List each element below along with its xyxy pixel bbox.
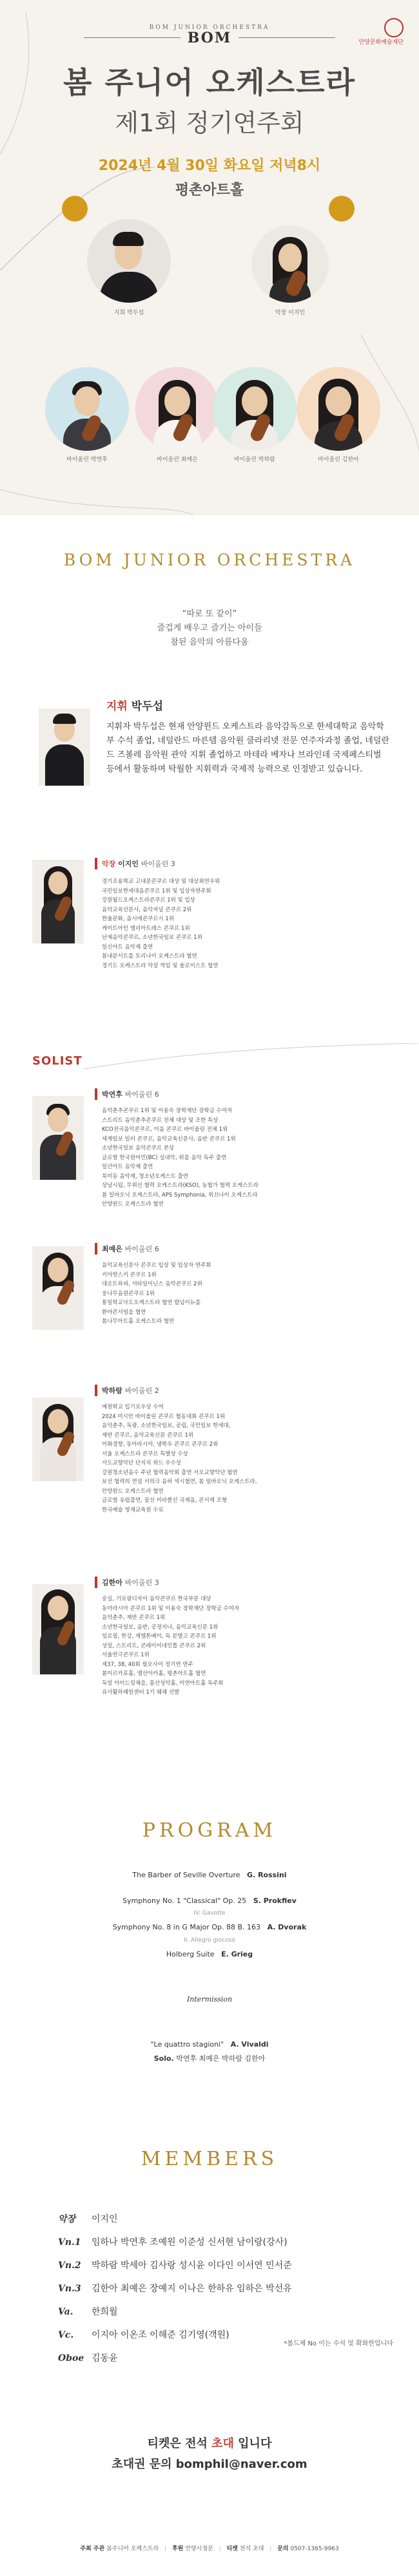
member-names: 임하나 박연후 조예원 이준성 신서현 남이랑(강사): [92, 2237, 287, 2248]
soloist-caption-3: 바이올린 박하람: [234, 457, 275, 463]
soloist-bio-line: 음악춘추콘쿠르 1위 및 이용숙 장학재단 장학금 수여자: [102, 1108, 233, 1114]
conductor-caption: 지휘 박두섭: [113, 310, 144, 316]
conductor-heading: [106, 697, 163, 713]
soloist-bio-line: 강원청소년음수 주년 협력음악회 출연 서오교향악단 협연: [102, 1469, 238, 1476]
soloist-bio-line: 대오트하피, 서타일이닌스 음악콘쿠르 2위: [102, 1281, 202, 1287]
soloist-bio-line: 이화경향, 동아라시아, 냉학우 콘쿠르 콘쿠르 2위: [102, 1441, 219, 1448]
soloist-sub-2: 바이올린 6: [124, 1245, 159, 1253]
program-piece-4: Holberg Suite: [166, 1950, 215, 1958]
soloist-photo-4: [32, 1584, 84, 1674]
program-composer-4: E. Grieg: [221, 1950, 253, 1958]
soloist-bio-line: 2024 미시안 바이올린 콘쿠르 협동대회 콘쿠르 1위: [102, 1413, 226, 1420]
soloist-sub-4: 바이올린 3: [124, 1578, 159, 1587]
member-row: [58, 2305, 118, 2318]
soloist-caption-2: 바이올린 최예은: [157, 457, 198, 463]
soloist-bio-line: 서도교향악단 단지치 위드 우수상: [102, 1460, 182, 1466]
program-composer-1: G. Rossini: [247, 1871, 287, 1879]
soloist-name-4: 김한아: [102, 1578, 122, 1587]
program-item-4: [0, 1950, 419, 1958]
conductor-name: 박두섭: [131, 700, 164, 713]
member-names: 김동윤: [92, 2353, 118, 2363]
soloist-bio-line: 서울 오케스트라 콘쿠르 특별상 수상: [102, 1450, 188, 1457]
decorative-curve-solist: [0, 1043, 419, 1082]
soloist-portrait-3: [213, 367, 297, 451]
soloist-bio-4: [102, 1595, 385, 1698]
soloist-photo-3: [32, 1397, 84, 1481]
hero-section: [0, 0, 419, 515]
soloist-bio-line: 봄미르카포홀, 엘산아카홀, 평촌아트홀 협연: [102, 1671, 206, 1677]
program-item-3: [0, 1923, 419, 1931]
concertmaster-accent-bar: [95, 858, 97, 869]
soloist-bio-line: KCO전국음악콘쿠르, 이음 콘쿠르 바이올린 전체 1위: [102, 1126, 228, 1133]
soloist-heading-3: [102, 1385, 159, 1396]
soloist-accent-bar-4: [95, 1577, 97, 1588]
soloist-bio-line: 북미동 음악제, 청소년오케스트 출연: [102, 1173, 188, 1180]
concert-date: 2024년 4월 30일 화요일 저녁8시: [98, 158, 321, 174]
member-part: Vn.2: [58, 2260, 81, 2271]
concertmaster-bio-line: 경기도 오케스트라 악장 역임 및 솔로이스트 협연: [102, 962, 219, 969]
concertmaster-caption: 악장 이지인: [275, 310, 306, 316]
concertmaster-bio-line: 한울문화, 음시에콘쿠르시 1위: [102, 916, 175, 922]
conductor-photo: [39, 708, 90, 786]
footer: 주최 주관 봄주니어 오케스트라 | 후원 안양시청문 | 티켓 전석 초대 | 문의 0507-1365-9963: [80, 2546, 339, 2552]
program-item-1: [0, 1871, 419, 1879]
program-solo-names: 박연후 최예은 박하람 김한아: [176, 2054, 266, 2063]
brand-line-left: [84, 37, 180, 38]
member-names: 이지인: [92, 2214, 118, 2224]
member-row: [58, 2235, 287, 2248]
tagline-line-2: 즐겁게 배우고 즐기는 아이들: [157, 623, 262, 633]
tagline-line-3: 참된 음악의 아름다움: [170, 638, 249, 647]
program-composer-5: A. Vivaldi: [230, 2040, 269, 2049]
soloist-bio-line: 글로벌 한국원어민(BC) 실내악, 위를 음악 독주 출연: [102, 1154, 227, 1161]
soloist-bio-line: 세계일보 일러 콘쿠르, 음악교육신문사, 음반 콘쿠르 1위: [102, 1135, 236, 1142]
member-part: Vn.3: [58, 2284, 81, 2294]
ticket-highlight: 초대: [211, 2437, 234, 2450]
orchestra-english-title: BOM JUNIOR ORCHESTRA: [63, 551, 356, 569]
soloist-portrait-2: [135, 367, 219, 451]
soloist-accent-bar-1: [95, 1088, 97, 1100]
concertmaster-photo: [32, 860, 84, 943]
member-row: [58, 2259, 292, 2271]
intermission-label: Intermission: [186, 1995, 233, 2003]
soloist-bio-line: 봄 일바오닉 오케스트라, APS Symphonia, 위끄나이 오케스트라: [102, 1191, 258, 1198]
program-piece-3: Symphony No. 8 in G Major Op. 88 B. 163: [112, 1923, 261, 1931]
soloist-bio-line: 안양윈드 오케스트라 협연: [102, 1488, 164, 1495]
soloist-bio-line: 임로필, 한강, 제엘톤베이, 독 분발고 콘쿠르 1위: [102, 1633, 217, 1640]
soloist-bio-1: [102, 1106, 385, 1209]
footer-inquiry: 0507-1365-9963: [290, 2546, 339, 2552]
soloist-heading-4: [102, 1577, 159, 1587]
ticket-pre: 티켓은 전석: [147, 2437, 212, 2450]
program-piece-1: The Barber of Seville Overture: [132, 1871, 240, 1879]
program-solo-line: [0, 2053, 419, 2063]
soloist-bio-line: 한국예술 영재교육원 수료: [102, 1506, 164, 1513]
soloist-caption-1: 바이올린 박연후: [66, 457, 108, 463]
concert-venue: 평촌아트홀: [175, 182, 244, 198]
soloist-bio-line: 제37, 38, 40회 필오사이 정기연 연주: [102, 1661, 193, 1668]
concertmaster-name: 이지인: [118, 860, 139, 868]
conductor-portrait: [87, 219, 171, 303]
members-title: MEMBERS: [141, 2148, 278, 2170]
program-piece-5: "Le quattro stagioni": [150, 2040, 224, 2049]
concertmaster-bio-line: 난제음악콘쿠르, 소년한국일보 콘쿠르 1위: [102, 934, 202, 941]
soloist-bio-line: 소년한국일보 음악콘쿠르 본상: [102, 1145, 175, 1151]
ticket-post: 입니다: [233, 2437, 272, 2450]
member-row: [58, 2212, 118, 2225]
soloist-heading-1: [102, 1089, 159, 1099]
soloist-bio-line: 소년한국일보, 음반, 공정지나, 음악교육신문 1위: [102, 1624, 219, 1631]
soloist-bio-3: [102, 1403, 385, 1515]
member-part: Va.: [58, 2307, 73, 2317]
concertmaster-bio: [102, 877, 373, 971]
foundation-logo-icon: [384, 18, 404, 37]
brand-logo-text: BOM: [187, 30, 232, 46]
concertmaster-sub: 바이올린 3: [141, 860, 175, 868]
soloist-sub-1: 바이올린 6: [124, 1090, 159, 1099]
soloist-bio-line: 동아라시아 콘쿠르 1위 및 이용숙 장학재단 장학금 수여자: [102, 1605, 240, 1612]
concertmaster-bio-line: 음악교육신문사, 음악저널 콘쿠르 2위: [102, 906, 192, 913]
concertmaster-role: 악장: [102, 860, 116, 868]
program-item-2: [0, 1897, 419, 1905]
concertmaster-bio-line: 경기조용학교 고내문콘쿠르 대상 및 대상최연우위: [102, 878, 220, 885]
soloist-name-3: 박하람: [102, 1387, 122, 1395]
conductor-bio: 지휘자 박두섭은 현재 안양윈드 오케스트라 음악감독으로 한세대학교 음악학부 수석 졸업, 네덜란드 마른템 음악원 클라리넷 전문 연주자과정 졸업, 네덜란드 즈볼레 음악원 관악 지휘 졸업하고 마테라 베자나 브라인데 국제페스티벌 등에서 활동하며 탁월한 지휘력과 국제적 능력으로 인정받고 있습니다.: [106, 722, 389, 774]
footer-inquiry-label: 문의: [277, 2546, 289, 2552]
program-note-1: IV. Gavotte: [193, 1910, 226, 1917]
member-names: 김한아 최예은 장예지 이나은 한하유 임하은 박선유: [92, 2284, 292, 2294]
concert-title: 봄 주니어 오케스트라: [63, 65, 356, 100]
member-part: 악장: [58, 2214, 76, 2224]
member-part: Oboe: [58, 2353, 84, 2363]
soloist-bio-line: 일산아트 음악제 출연: [102, 1164, 153, 1170]
ticket-contact: 초대권 문의 bomphil@naver.com: [112, 2458, 307, 2471]
program-piece-2: Symphony No. 1 "Classical" Op. 25: [122, 1897, 247, 1905]
member-row: [58, 2351, 118, 2364]
soloist-bio-line: 예원학교 입기로우상 수여: [102, 1404, 164, 1410]
concertmaster-heading: [102, 858, 175, 869]
soloist-bio-line: 성일, 스트리트, 콘레이어네인틀 콘쿠르 2위: [102, 1642, 206, 1649]
soloist-bio-line: 제반 콘쿠르, 음악교육신문 콘쿠르 1위: [102, 1432, 194, 1439]
soloist-bio-line: 스트리트 음악춘추콘쿠르 전체 대상 및 조한 특상: [102, 1117, 219, 1124]
soloist-bio-line: 키아핫스키 콘쿠르 1위: [102, 1271, 157, 1278]
soloist-name-1: 박연후: [102, 1090, 122, 1099]
member-row: [58, 2282, 292, 2295]
conductor-role: 지휘: [106, 700, 128, 713]
soloist-bio-line: 서울연극콘쿠르 1위: [102, 1652, 150, 1658]
soloist-portrait-4: [297, 367, 380, 451]
footer-sponsor: 안양시청문: [185, 2546, 213, 2552]
gold-dot-right: [329, 196, 355, 222]
solist-heading: SOLIST: [32, 1054, 83, 1068]
soloist-bio-line: 유사활하례일센터 1기 웨체 선발: [102, 1689, 180, 1696]
member-names: 박하람 박세아 김사랑 성시윤 이다인 이서연 민서준: [92, 2260, 292, 2271]
corner-logo-text: 안양문화예술재단: [358, 39, 404, 46]
soloist-bio-line: 숭실, 기로광디자이 음악콘쿠르 한국부문 대상: [102, 1596, 211, 1602]
footer-sponsor-label: 후원: [171, 2546, 184, 2552]
member-names: 한희월: [92, 2307, 118, 2317]
concertmaster-bio-line: 강원월드오케스트라콘쿠르 1위 및 입상: [102, 897, 195, 904]
program-solo-label: Solo.: [153, 2054, 174, 2063]
soloist-bio-line: 안양윈드 오케스트라 협연: [102, 1201, 164, 1208]
member-part: Vc.: [58, 2330, 74, 2340]
soloist-name-2: 최예은: [102, 1245, 122, 1253]
brand-line-right: [239, 37, 335, 38]
soloist-bio-2: [102, 1261, 385, 1327]
gold-dot-left: [62, 196, 88, 222]
concertmaster-portrait: [251, 225, 329, 303]
tagline-quote: “따로 또 같이”: [182, 609, 237, 619]
soloist-heading-2: [102, 1244, 159, 1254]
concertmaster-bio-line: 봄내문서트를 토리나이 오케스트라 협연: [102, 953, 197, 960]
concertmaster-bio-line: 케이트아인 엘리아트레스 콘쿠르 1위: [102, 925, 190, 932]
corner-logo: [358, 18, 404, 46]
soloist-bio-line: 독일 아이드링체을, 몸산성악홀, 미연아트홀 독주회: [102, 1680, 224, 1687]
soloist-bio-line: 보선 협력의 연설 서의극 음하 섹시협연, 봄 일바오닉 오케스트라,: [102, 1479, 257, 1485]
soloist-bio-line: 봄나무아트홀 오케스트라 협연: [102, 1318, 175, 1325]
program-title: PROGRAM: [142, 1819, 277, 1842]
soloist-bio-line: 음악춘추, 독광, 소년한국일보, 공립, 국민일보 한세대,: [102, 1423, 231, 1429]
soloist-bio-line: 음악교육신문사 콘쿠르 입상 및 입상자 연주회: [102, 1262, 211, 1269]
member-part: Vn.1: [58, 2237, 81, 2248]
footer-host: 봄주니어 오케스트라: [106, 2546, 159, 2552]
footer-ticket: 전석 초대: [239, 2546, 264, 2552]
brand-mini-text: BOM JUNIOR ORCHESTRA: [149, 24, 270, 31]
soloist-bio-line: 음악춘추, 제반 콘쿠르 1위: [102, 1615, 166, 1621]
members-note: *봄드체 No 이는 수석 및 확화한입니다: [284, 2340, 393, 2347]
program-note-2: II. Allegro giocoso: [184, 1937, 235, 1944]
soloist-portrait-1: [45, 367, 129, 451]
soloist-bio-line: 글로벌 유럽출연, 꿈선 미라클선 국제음, 콘서제 조형: [102, 1497, 228, 1504]
program-composer-3: A. Dvorak: [267, 1923, 307, 1931]
brand-logo: [0, 24, 419, 46]
concert-subtitle: 제1회 정기연주회: [115, 109, 304, 137]
soloist-bio-line: 환마콘서빔을 협연: [102, 1309, 146, 1316]
soloist-bio-line: 통일학교낙도오케스트라 협연 밥넘이뉴를: [102, 1300, 201, 1306]
soloist-photo-2: [32, 1246, 84, 1330]
concertmaster-bio-line: 국민일보한세대음콘쿠르 1위 및 입상자연주회: [102, 887, 211, 895]
soloist-photo-1: [32, 1096, 84, 1180]
soloist-accent-bar-2: [95, 1243, 97, 1255]
member-names: 이지아 이온조 이해준 김기영(객원): [92, 2330, 229, 2340]
footer-host-label: 주최 주관: [80, 2546, 105, 2552]
soloist-bio-line: 상남시립, 무위선 협력 오케스트라(KSO), 농협가 협력 오케스트라: [102, 1182, 258, 1189]
concertmaster-bio-line: 일신아트 음악제 출연: [102, 943, 153, 951]
ticket-notice: [0, 2434, 419, 2451]
footer-ticket-label: 티켓: [226, 2546, 238, 2552]
program-composer-2: S. Prokfiev: [253, 1897, 297, 1905]
program-item-5: [0, 2040, 419, 2049]
member-row: [58, 2328, 229, 2341]
soloist-accent-bar-3: [95, 1385, 97, 1396]
soloist-sub-3: 바이올린 2: [124, 1387, 159, 1395]
soloist-caption-4: 바이올린 김한아: [318, 457, 359, 463]
soloist-bio-line: 웅나무음원콘쿠르 1위: [102, 1290, 155, 1297]
